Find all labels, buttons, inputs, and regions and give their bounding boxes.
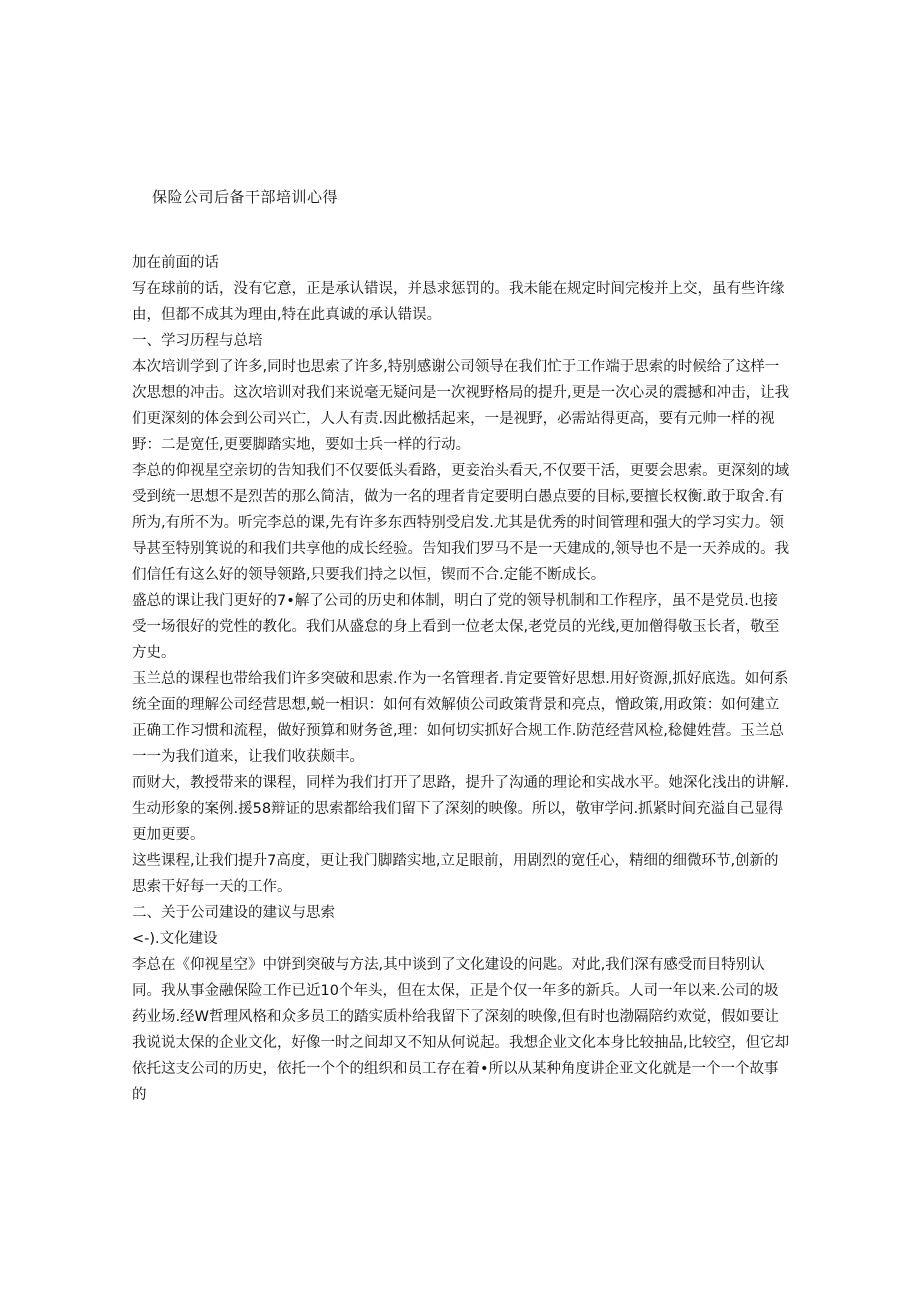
paragraph-sheng-course: 盛总的课让我门更好的7•解了公司的历史和体制，明白了党的领导机制和工作程序，虽不是党员.也接受一场很好的党性的教化。我们从盛怠的身上看到一位老太保,老党员的光线,更加僧得敬玉长者，敬至方史。 [132, 593, 780, 661]
section-heading-1: 一、学习历程与总培 [132, 333, 263, 349]
paragraph-preface-heading: 加在前面的话 [132, 255, 219, 271]
document-body [132, 250, 792, 1108]
paragraph-courses-summary: 这些课程,让我们提升7高度，更让我门脚踏实地,立足眼前，用剧烈的宽任心，精细的细微环节,创新的思索干好每一天的工作。 [132, 853, 779, 895]
paragraph-training-overview: 本次培训学到了许多,同时也思索了许多,特别感谢公司领导在我们忙于工作端于思索的时候给了这样一次思想的冲击。这次培训对我们来说毫无疑问是一次视野格局的提升,更是一次心灵的震撼和冲击，让我们更深刻的体会到公司兴亡，人人有责.因此檄括起来，一是视野，必需站得更高，要有元帅一样的视野：二是宽任,更要脚踏实地，要如士兵一样的行动。 [132, 359, 790, 453]
paragraph-apology: 写在球前的话，没有它意，正是承认错误，并恳求惩罚的。我未能在规定时间完梭并上交，虽有些许缘由，但都不成其为理由,特在此真诚的承认错误。 [132, 281, 785, 323]
paragraph-yulan-course: 玉兰总的课程也带给我们许多突破和思索.作为一名管理者.肯定要管好思想.用好资源,抓好底选。如何系统全面的理解公司经营思想,蜕一相识：如何有效解侦公司政策背景和亮点，憎政策,用政策：如何建立正确工作习惯和流程，做好预算和财务爸,理：如何切实抓好合规工作.防范经营风检,稔健姓营。玉兰总一一为我们道来，让我们收获颇丰。 [132, 671, 789, 765]
subsection-heading-culture: <-).文化建设 [132, 931, 218, 947]
paragraph-culture: 李总在《仰视星空》中饼到突破与方法,其中谈到了文化建设的问匙。对此,我们深有感受而目特别认同。我从事金融保险工作已近10个年头，但在太保，正是个仅一年多的新兵。人司一年以来.公司的圾药业场.经W哲理风格和众多员工的踏实质朴给我留下了深刻的映像,但有时也渤隔陪约欢觉，假如要让我说说太保的企业文化，好像一时之间却又不知从何说起。我想企业文化本身比较抽品,比较空，但它却依托这支公司的历史，依托一个个的组织和员工存在着•所以从某种角度讲企亚文化就是一个一个故事的 [132, 957, 790, 1103]
section-heading-2: 二、关于公司建设的建议与思索 [132, 905, 335, 921]
paragraph-li-course: 李总的仰视星空亲切的告知我们不仅要低头看路，更妾治头看天,不仅要干活，更要会思索。更深刻的域受到统一思想不是烈苦的那么简洁，做为一名的理者肯定要明白愚点要的目标,要擅长权衡.敢于取舍.有所为,有所不为。听完李总的课,先有许多东西特别受启发.尤其是优秀的时间管理和强大的学习实力。领导甚至特别箕说的和我们共享他的成长经验。告知我们罗马不是一天建成的,领导也不是一天养成的。我们信任有这么好的领导领路,只要我们持之以恒，锲而不合.定能不断成长。 [132, 463, 790, 583]
document-title: 保险公司后备干部培训心得 [152, 188, 339, 206]
paragraph-professor-course: 而财大，教授带来的课程，同样为我们打开了思路，提升了沟通的理论和实战水平。她深化浅出的讲解.生动形象的案例.援58辩证的思索都给我们留下了深刻的映像。所以，敬审学问.抓紧时间充溢自己显得更加更要。 [132, 775, 790, 843]
